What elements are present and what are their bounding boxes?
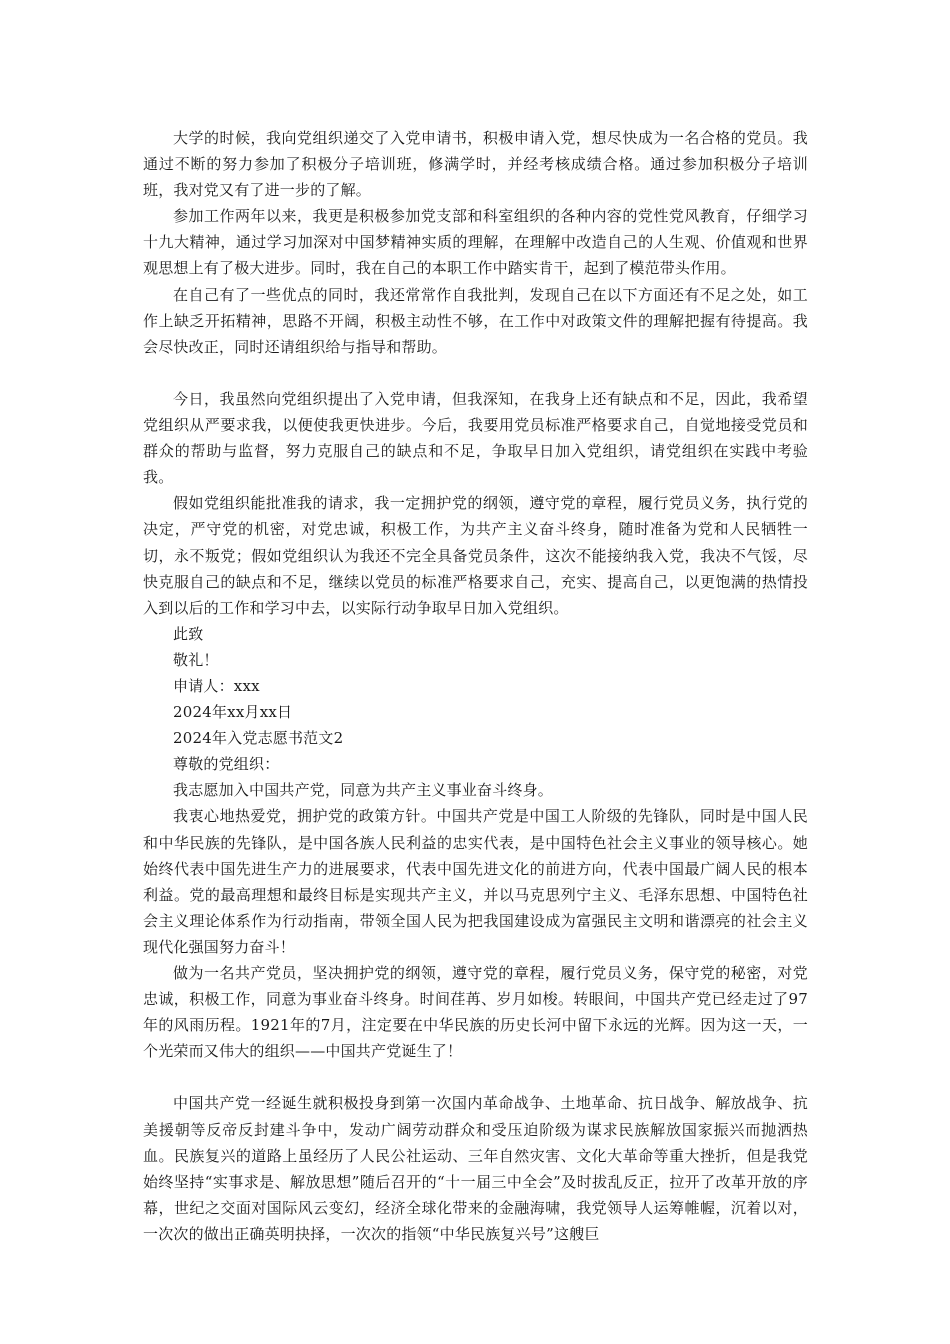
blank-line xyxy=(143,360,808,386)
paragraph-8: 做为一名共产党员，坚决拥护党的纲领，遵守党的章程，履行党员义务，保守党的秘密，对党忠诚，积极工作，同意为事业奋斗终身。时间荏苒、岁月如梭。转眼间，中国共产党已经走过了97年的风雨历程。1921年的7月，注定要在中华民族的历史长河中留下永远的光辉。因为这一天，一个光荣而又伟大的组织——中国共产党诞生了！ xyxy=(143,964,808,1061)
closing-line-2: 敬礼！ xyxy=(173,650,219,669)
date-line: 2024年xx月xx日 xyxy=(173,703,293,722)
paragraph-2: 参加工作两年以来，我更是积极参加党支部和科室组织的各种内容的党性党风教育，仔细学习十九大精神，通过学习加深对中国梦精神实质的理解，在理解中改造自己的人生观、价值观和世界观思想上有了极大进步。同时，我在自己的本职工作中踏实肯干，起到了模范带头作用。 xyxy=(143,207,808,278)
paragraph-1: 大学的时候，我向党组织递交了入党申请书，积极申请入党，想尽快成为一名合格的党员。我通过不断的努力参加了积极分子培训班，修满学时，并经考核成绩合格。通过参加积极分子培训班，我对党又有了进一步的了解。 xyxy=(143,129,808,200)
paragraph-7: 我衷心地热爱党，拥护党的政策方针。中国共产党是中国工人阶级的先锋队，同时是中国人民和中华民族的先锋队，是中国各族人民利益的忠实代表，是中国特色社会主义事业的领导核心。她始终代表中国先进生产力的进展要求，代表中国先进文化的前进方向，代表中国最广阔人民的根本利益。党的最高理想和最终目标是实现共产主义，并以马克思列宁主义、毛泽东思想、中国特色社会主义理论体系作为行动指南，带领全国人民为把我国建设成为富强民主文明和谐漂亮的社会主义现代化强国努力奋斗！ xyxy=(143,807,808,956)
paragraph-3: 在自己有了一些优点的同时，我还常常作自我批判，发现自己在以下方面还有不足之处，如工作上缺乏开拓精神，思路不开阔，积极主动性不够，在工作中对政策文件的理解把握有待提高。我会尽快改正，同时还请组织给与指导和帮助。 xyxy=(143,285,808,356)
paragraph-4: 今日，我虽然向党组织提出了入党申请，但我深知，在我身上还有缺点和不足，因此，我希望党组织从严要求我，以便使我更快进步。今后，我要用党员标准严格要求自己，自觉地接受党员和群众的帮助与监督，努力克服自己的缺点和不足，争取早日加入党组织，请党组织在实践中考验我。 xyxy=(143,389,808,487)
paragraph-5: 假如党组织能批准我的请求，我一定拥护党的纲领，遵守党的章程，履行党员义务，执行党的决定，严守党的机密，对党忠诚，积极工作，为共产主义奋斗终身，随时准备为党和人民牺牲一切，永不叛党；假如党组织认为我还不完全具备党员条件，这次不能接纳我入党，我决不气馁，尽快克服自己的缺点和不足，继续以党员的标准严格要求自己，充实、提高自己，以更饱满的热情投入到以后的工作和学习中去，以实际行动争取早日加入党组织。 xyxy=(143,494,808,617)
section-title-2: 2024年入党志愿书范文2 xyxy=(173,729,344,748)
salutation-line: 尊敬的党组织： xyxy=(173,755,280,774)
applicant-line: 申请人：xxx xyxy=(173,676,260,695)
paragraph-9: 中国共产党一经诞生就积极投身到第一次国内革命战争、土地革命、抗日战争、解放战争、抗美援朝等反帝反封建斗争中，发动广阔劳动群众和受压迫阶级为谋求民族解放国家振兴而抛洒热血。民族复兴的道路上虽经历了人民公社运动、三年自然灾害、文化大革命等重大挫折，但是我党始终坚持“实事求是、解放思想”随后召开的“十一届三中全会”及时拔乱反正，拉开了改革开放的序幕，世纪之交面对国际风云变幻，经济全球化带来的金融海啸，我党领导人运筹帷幄，沉着以对，一次次的做出正确英明抉择，一次次的指领“中华民族复兴号”这艘巨 xyxy=(143,1094,808,1243)
blank-line xyxy=(143,1064,808,1090)
paragraph-6: 我志愿加入中国共产党，同意为共产主义事业奋斗终身。 xyxy=(173,781,554,800)
closing-line-1: 此致 xyxy=(173,624,204,643)
document-body xyxy=(143,125,808,1247)
